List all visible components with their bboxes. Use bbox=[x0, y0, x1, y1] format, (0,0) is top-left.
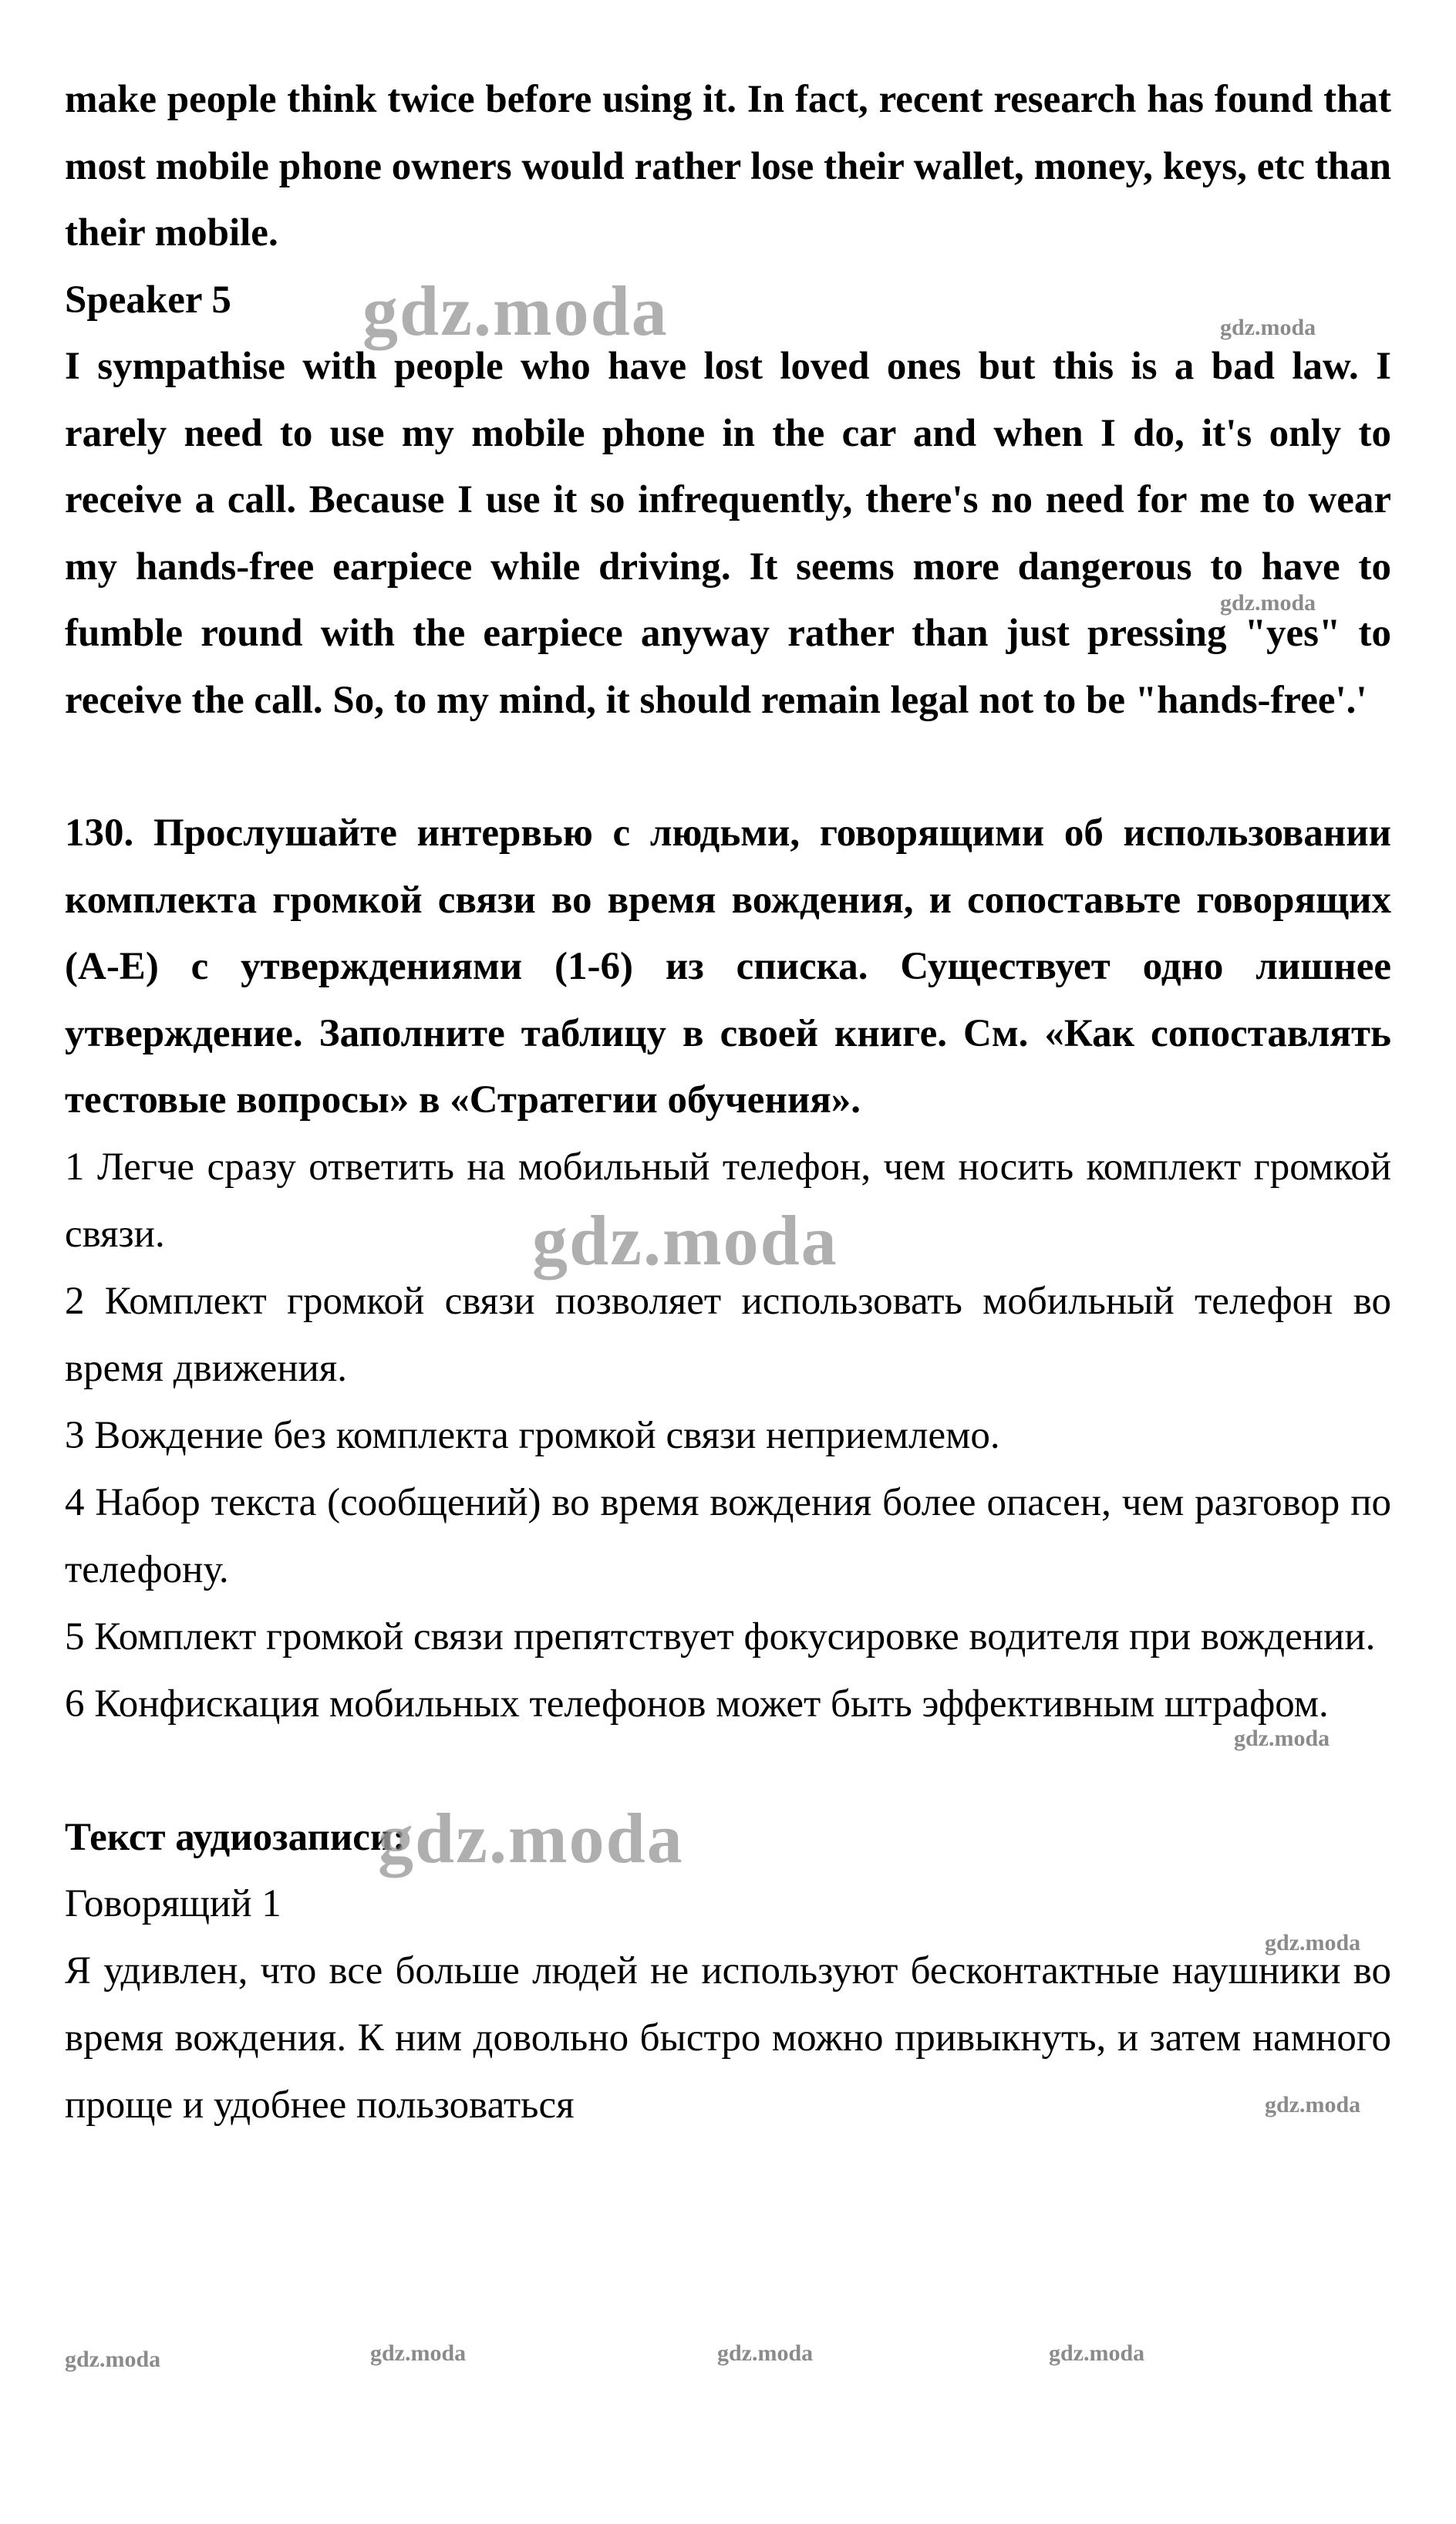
watermark-small: gdz.moda bbox=[370, 2340, 467, 2366]
watermark-logo: gdz.moda bbox=[378, 1799, 684, 1878]
watermark-small: gdz.moda bbox=[1265, 2092, 1361, 2117]
watermark-small: gdz.moda bbox=[1049, 2340, 1145, 2366]
spacer bbox=[65, 734, 1391, 800]
watermark-small: gdz.moda bbox=[65, 2347, 161, 2372]
transcript-speaker1-label: Говорящий 1 bbox=[65, 1882, 281, 1925]
speaker5-label: Speaker 5 bbox=[65, 278, 231, 322]
statement-1: 1 Легче сразу ответить на мобильный телефон, чем носить комплект громкой связи. bbox=[65, 1145, 1391, 1256]
watermark-small: gdz.moda bbox=[1234, 1726, 1330, 1751]
statement-2: 2 Комплект громкой связи позволяет использовать мобильный телефон во время движения. bbox=[65, 1279, 1391, 1390]
transcript-speaker1-text: Я удивлен, что все больше людей не используют бесконтактные наушники во время вождения. К ним довольно быстро можно привыкнуть, и затем намного проще и удобнее пользоваться bbox=[65, 1949, 1391, 2127]
statement-4: 4 Набор текста (сообщений) во время вождения более опасен, чем разговор по телефону. bbox=[65, 1480, 1391, 1591]
speaker5-text: I sympathise with people who have lost loved ones but this is a bad law. I rarely need to use my mobile phone in the car and when I do, it's only to receive a call. Because I use it so infrequently, there's no need for me to wear my hands-free earpiece while driving. It seems more dangerous to have to fumble round with the earpiece anyway rather than just pressing "yes" to receive the call. So, to my mind, it should remain legal not to be "hands-free'.' bbox=[65, 345, 1391, 722]
statement-list bbox=[65, 1134, 1391, 1738]
statement-3: 3 Вождение без комплекта громкой связи неприемлемо. bbox=[65, 1413, 1000, 1457]
page-content bbox=[65, 66, 1391, 2139]
transcript-heading: Текст аудиозаписи: bbox=[65, 1815, 406, 1859]
statement-5: 5 Комплект громкой связи препятствует фокусировке водителя при вождении. bbox=[65, 1615, 1376, 1658]
watermark-logo: gdz.moda bbox=[362, 272, 669, 350]
watermark-small: gdz.moda bbox=[1220, 590, 1316, 616]
watermark-logo: gdz.moda bbox=[532, 1201, 838, 1280]
watermark-small: gdz.moda bbox=[717, 2340, 814, 2366]
spacer bbox=[65, 1738, 1391, 1804]
statement-6: 6 Конфискация мобильных телефонов может быть эффективным штрафом. bbox=[65, 1682, 1329, 1726]
watermark-small: gdz.moda bbox=[1265, 1930, 1361, 1955]
watermark-small: gdz.moda bbox=[1220, 315, 1316, 340]
task-130-heading: 130. Прослушайте интервью с людьми, говорящими об использовании комплекта громкой связи во время вождения, и сопоставьте говорящих (A-E) с утверждениями (1-6) из списка. Существует одно лишнее утверждение. Заполните таблицу в своей книге. См. «Как сопоставлять тестовые вопросы» в «Стратегии обучения». bbox=[65, 812, 1391, 1122]
intro-paragraph: make people think twice before using it. In fact, recent research has found that most mobile phone owners would rather lose their wallet, money, keys, etc than their mobile. bbox=[65, 78, 1391, 255]
